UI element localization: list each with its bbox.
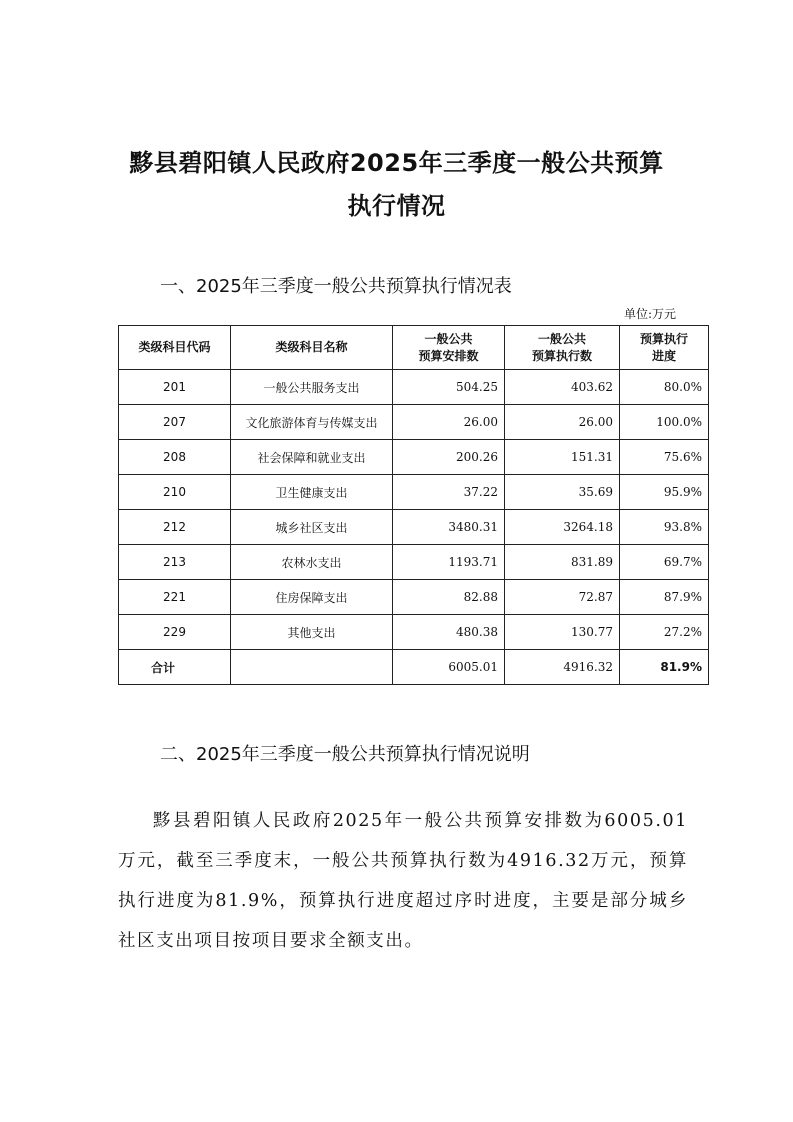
cell-code: 201	[119, 370, 231, 405]
cell-progress: 75.6%	[620, 440, 709, 475]
cell-executed: 35.69	[505, 475, 620, 510]
table-row	[119, 545, 709, 580]
table-row	[119, 580, 709, 615]
cell-total-progress: 81.9%	[620, 650, 709, 685]
cell-total-name	[231, 650, 393, 685]
table-header-row	[119, 326, 709, 370]
table-total-row	[119, 650, 709, 685]
cell-name: 文化旅游体育与传媒支出	[231, 405, 393, 440]
cell-budget: 26.00	[393, 405, 505, 440]
table-row	[119, 475, 709, 510]
cell-progress: 93.8%	[620, 510, 709, 545]
cell-name: 农林水支出	[231, 545, 393, 580]
cell-progress: 100.0%	[620, 405, 709, 440]
table-row	[119, 370, 709, 405]
cell-progress: 27.2%	[620, 615, 709, 650]
table-row	[119, 615, 709, 650]
cell-code: 229	[119, 615, 231, 650]
cell-executed: 403.62	[505, 370, 620, 405]
cell-executed: 3264.18	[505, 510, 620, 545]
cell-budget: 480.38	[393, 615, 505, 650]
cell-name: 社会保障和就业支出	[231, 440, 393, 475]
cell-name: 城乡社区支出	[231, 510, 393, 545]
cell-name: 其他支出	[231, 615, 393, 650]
cell-name: 住房保障支出	[231, 580, 393, 615]
section-2-heading: 二、2025年三季度一般公共预算执行情况说明	[160, 744, 530, 765]
cell-executed: 831.89	[505, 545, 620, 580]
cell-code: 221	[119, 580, 231, 615]
table-row	[119, 440, 709, 475]
document-title-line-1: 黟县碧阳镇人民政府2025年三季度一般公共预算	[129, 149, 664, 177]
budget-execution-table	[118, 325, 709, 685]
cell-budget: 3480.31	[393, 510, 505, 545]
cell-progress: 69.7%	[620, 545, 709, 580]
header-executed: 一般公共 预算执行数	[505, 326, 620, 370]
unit-label: 单位:万元	[623, 307, 676, 321]
table-row	[119, 510, 709, 545]
cell-progress: 87.9%	[620, 580, 709, 615]
cell-executed: 26.00	[505, 405, 620, 440]
cell-total-executed: 4916.32	[505, 650, 620, 685]
cell-code: 212	[119, 510, 231, 545]
cell-code: 207	[119, 405, 231, 440]
cell-code: 210	[119, 475, 231, 510]
table-row	[119, 405, 709, 440]
header-name: 类级科目名称	[231, 326, 393, 370]
section-1-heading: 一、2025年三季度一般公共预算执行情况表	[160, 276, 512, 297]
cell-progress: 80.0%	[620, 370, 709, 405]
explanation-paragraph: 黟县碧阳镇人民政府2025年一般公共预算安排数为6005.01万元，截至三季度末，一般公共预算执行数为4916.32万元，预算执行进度为81.9%，预算执行进度超过序时进度，主要是部分城乡社区支出项目按项目要求全额支出。	[118, 810, 688, 951]
cell-name: 卫生健康支出	[231, 475, 393, 510]
cell-budget: 82.88	[393, 580, 505, 615]
cell-name: 一般公共服务支出	[231, 370, 393, 405]
cell-executed: 72.87	[505, 580, 620, 615]
header-progress: 预算执行 进度	[620, 326, 709, 370]
cell-total-budget: 6005.01	[393, 650, 505, 685]
cell-code: 208	[119, 440, 231, 475]
document-title-line-2: 执行情况	[347, 192, 446, 220]
cell-code: 213	[119, 545, 231, 580]
cell-budget: 1193.71	[393, 545, 505, 580]
cell-executed: 151.31	[505, 440, 620, 475]
cell-progress: 95.9%	[620, 475, 709, 510]
cell-total-label: 合计	[119, 650, 231, 685]
cell-executed: 130.77	[505, 615, 620, 650]
cell-budget: 37.22	[393, 475, 505, 510]
header-budget: 一般公共 预算安排数	[393, 326, 505, 370]
cell-budget: 200.26	[393, 440, 505, 475]
cell-budget: 504.25	[393, 370, 505, 405]
header-code: 类级科目代码	[119, 326, 231, 370]
